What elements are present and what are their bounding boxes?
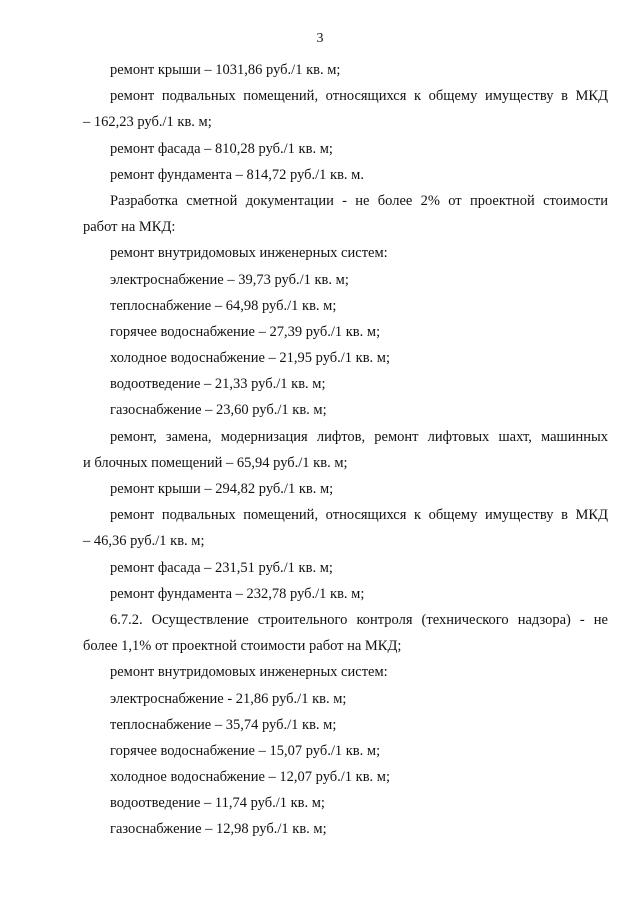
text-line: электроснабжение - 21,86 руб./1 кв. м; [110, 690, 347, 707]
text-line: ремонт фасада – 810,28 руб./1 кв. м; [110, 140, 333, 157]
page-number: 3 [316, 31, 324, 46]
text-line: ремонт внутридомовых инженерных систем: [110, 664, 388, 681]
text-line: водоотведение – 21,33 руб./1 кв. м; [110, 376, 326, 393]
text-line: ремонт крыши – 294,82 руб./1 кв. м; [110, 481, 334, 497]
text-line: газоснабжение – 23,60 руб./1 кв. м; [110, 402, 327, 419]
text-line: 6.7.2. Осуществление строительного контроля (технического надзора) - не [110, 611, 608, 628]
document-body [83, 57, 608, 843]
text-line: работ на МКД: [83, 219, 176, 236]
text-line: электроснабжение – 39,73 руб./1 кв. м; [110, 271, 349, 288]
text-line: горячее водоснабжение – 27,39 руб./1 кв. м; [110, 323, 381, 340]
text-line: Разработка сметной документации - не более 2% от проектной стоимости [110, 192, 608, 209]
text-line: ремонт крыши – 1031,86 руб./1 кв. м; [110, 62, 341, 78]
text-line: ремонт подвальных помещений, относящихся к общему имуществу в МКД [110, 88, 608, 105]
text-line: ремонт внутридомовых инженерных систем: [110, 245, 388, 262]
text-line: ремонт подвальных помещений, относящихся к общему имуществу в МКД [110, 507, 608, 524]
text-line: теплоснабжение – 35,74 руб./1 кв. м; [110, 716, 337, 733]
text-line: – 46,36 руб./1 кв. м; [83, 533, 205, 550]
text-line: ремонт фундамента – 814,72 руб./1 кв. м. [110, 166, 364, 183]
text-line: холодное водоснабжение – 12,07 руб./1 кв. м; [110, 769, 391, 786]
text-line: горячее водоснабжение – 15,07 руб./1 кв. м; [110, 742, 381, 759]
text-line: более 1,1% от проектной стоимости работ на МКД; [83, 638, 402, 655]
text-line: водоотведение – 11,74 руб./1 кв. м; [110, 795, 325, 812]
text-line: газоснабжение – 12,98 руб./1 кв. м; [110, 821, 327, 838]
text-line: ремонт фасада – 231,51 руб./1 кв. м; [110, 559, 333, 576]
text-line: и блочных помещений – 65,94 руб./1 кв. м; [83, 454, 348, 471]
text-line: холодное водоснабжение – 21,95 руб./1 кв. м; [110, 350, 391, 367]
text-line: ремонт фундамента – 232,78 руб./1 кв. м; [110, 585, 365, 602]
text-line: ремонт, замена, модернизация лифтов, ремонт лифтовых шахт, машинных [110, 428, 608, 445]
text-line: – 162,23 руб./1 кв. м; [83, 114, 212, 131]
text-line: теплоснабжение – 64,98 руб./1 кв. м; [110, 297, 337, 314]
